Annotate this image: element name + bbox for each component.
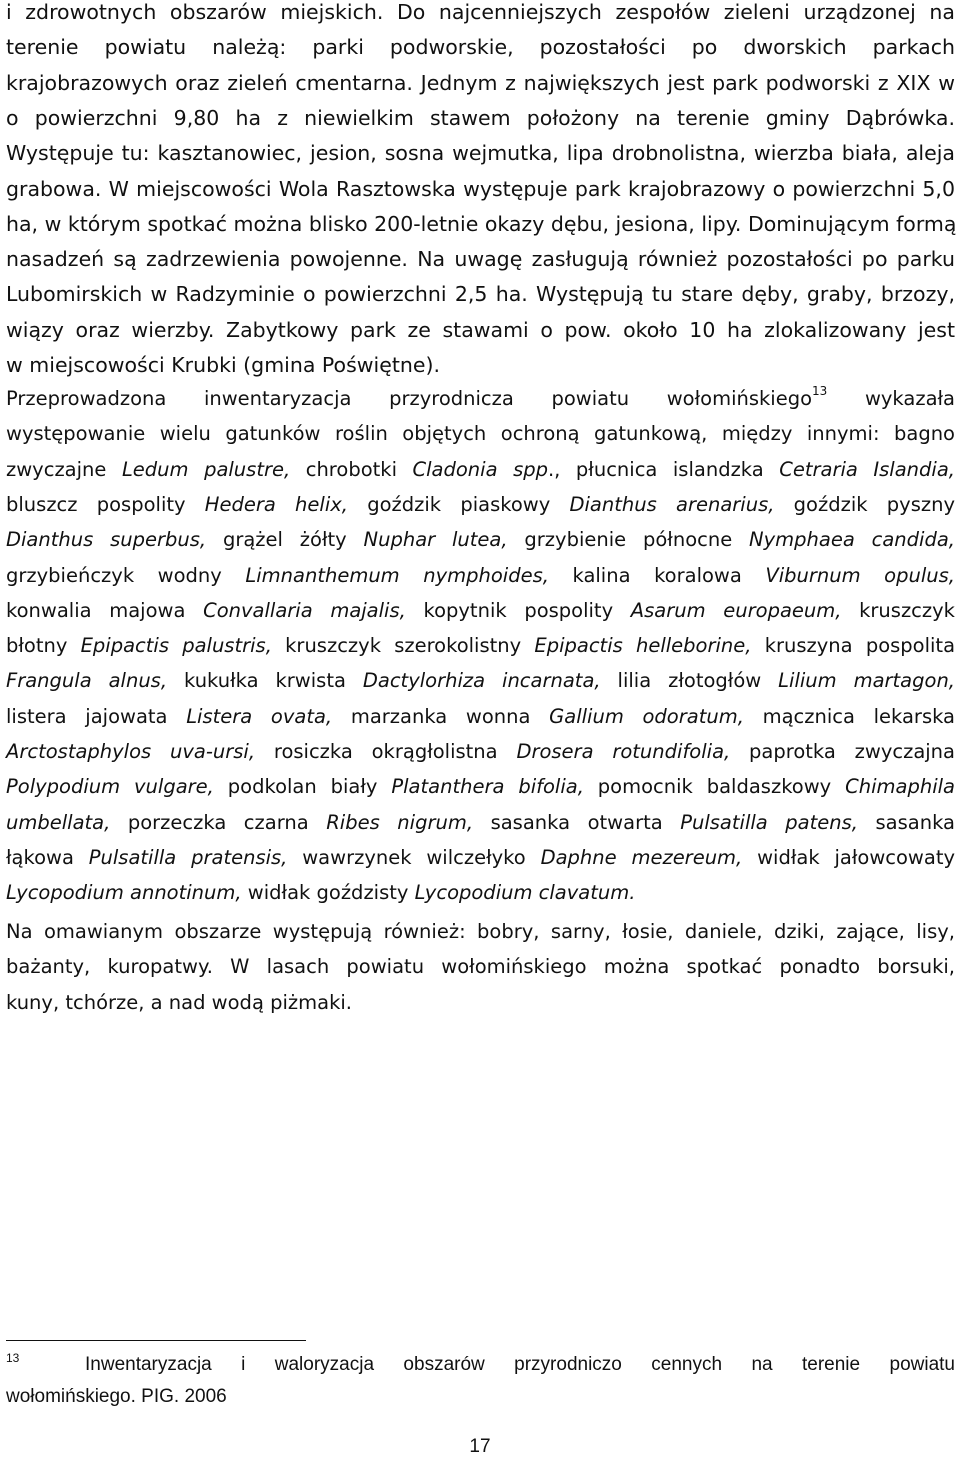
paragraph-line: Lycopodium annotinum, widłak goździsty Lycopodium clavatum. bbox=[6, 881, 636, 905]
paragraph-line: występowanie wielu gatunków roślin objętych ochroną gatunkową, między innymi: bagno bbox=[6, 422, 955, 446]
paragraph-line: Frangula alnus, kukułka krwista Dactylorhiza incarnata, lilia złotogłów Lilium martagon, bbox=[6, 669, 955, 693]
footnote-separator bbox=[6, 1340, 306, 1341]
paragraph-line: listera jajowata Listera ovata, marzanka wonna Gallium odoratum, mącznica lekarska bbox=[6, 704, 956, 728]
paragraph-line: konwalia majowa Convallaria majalis, kopytnik pospolity Asarum europaeum, kruszczyk bbox=[6, 598, 955, 622]
footnote-number: 13 bbox=[6, 1351, 20, 1365]
footnote-text-line1: Inwentaryzacja i waloryzacja obszarów przyrodniczo cennych na terenie powiatu bbox=[85, 1354, 955, 1375]
paragraph-line: Arctostaphylos uva-ursi, rosiczka okrągłolistna Drosera rotundifolia, paprotka zwyczajna bbox=[6, 740, 955, 763]
paragraph-line: nasadzeń są zadrzewienia powojenne. Na uwagę zasługują również pozostałości po parku bbox=[6, 247, 955, 272]
paragraph-line: krajobrazowych oraz zieleń cmentarna. Jednym z największych jest park podworski z XIX w bbox=[6, 70, 955, 95]
paragraph-line: grabowa. W miejscowości Wola Rasztowska występuje park krajobrazowy o powierzchni 5,0 bbox=[6, 176, 955, 201]
paragraph-line: Na omawianym obszarze występują również: bobry, sarny, łosie, daniele, dziki, zające, lisy, bbox=[6, 920, 955, 943]
paragraph-line: o powierzchni 9,80 ha z niewielkim stawem położony na terenie gminy Dąbrówka. bbox=[6, 105, 955, 130]
footnote-text-line2: wołomińskiego. PIG. 2006 bbox=[6, 1386, 227, 1407]
paragraph-line: w miejscowości Krubki (gmina Poświętne). bbox=[6, 353, 441, 377]
paragraph-line: umbellata, porzeczka czarna Ribes nigrum, sasanka otwarta Pulsatilla patens, sasanka bbox=[6, 810, 955, 834]
paragraph-line: terenie powiatu należą: parki podworskie, pozostałości po dworskich parkach bbox=[6, 35, 955, 60]
paragraph-line: grzybieńczyk wodny Limnanthemum nymphoides, kalina koralowa Viburnum opulus, bbox=[6, 563, 955, 587]
paragraph-line: wiązy oraz wierzby. Zabytkowy park ze stawami o pow. około 10 ha zlokalizowany jest bbox=[6, 317, 955, 342]
paragraph-line: bluszcz pospolity Hedera helix, goździk piaskowy Dianthus arenarius, goździk pyszny bbox=[6, 492, 956, 516]
paragraph-line: ha, w którym spotkać można blisko 200-letnie okazy dębu, jesiona, lipy. Dominującym formą bbox=[6, 211, 957, 236]
paragraph-line: Występuje tu: kasztanowiec, jesion, sosna wejmutka, lipa drobnolistna, wierzba biała, aleja bbox=[6, 141, 955, 166]
paragraph-line: Polypodium vulgare, podkolan biały Platanthera bifolia, pomocnik baldaszkowy Chimaphila bbox=[6, 775, 955, 799]
paragraph-line: kuny, tchórze, a nad wodą piżmaki. bbox=[6, 990, 352, 1014]
page-number: 17 bbox=[469, 1436, 491, 1457]
text-run: wykazała bbox=[827, 387, 956, 410]
paragraph-line bbox=[6, 384, 956, 410]
paragraph-line: Dianthus superbus, grążel żółty Nuphar lutea, grzybienie północne Nymphaea candida, bbox=[6, 528, 955, 552]
paragraph-line: łąkowa Pulsatilla pratensis, wawrzynek wilczełyko Daphne mezereum, widłak jałowcowaty bbox=[6, 845, 955, 869]
text-run: Przeprowadzona inwentaryzacja przyrodnicza powiatu wołomińskiego bbox=[6, 387, 813, 410]
paragraph-line: i zdrowotnych obszarów miejskich. Do najcenniejszych zespołów zieleni urządzonej na bbox=[6, 0, 955, 24]
paragraph-line: zwyczajne Ledum palustre, chrobotki Cladonia spp., płucnica islandzka Cetraria Islandia, bbox=[6, 457, 955, 481]
paragraph-line: błotny Epipactis palustris, kruszczyk szerokolistny Epipactis helleborine, kruszyna pospolita bbox=[6, 634, 956, 658]
footnote-reference[interactable]: 13 bbox=[812, 384, 828, 398]
paragraph-line: Lubomirskich w Radzyminie o powierzchni 2,5 ha. Występują tu stare dęby, graby, brzozy, bbox=[6, 282, 955, 307]
paragraph-line: bażanty, kuropatwy. W lasach powiatu wołomińskiego można spotkać ponadto borsuki, bbox=[6, 955, 955, 979]
